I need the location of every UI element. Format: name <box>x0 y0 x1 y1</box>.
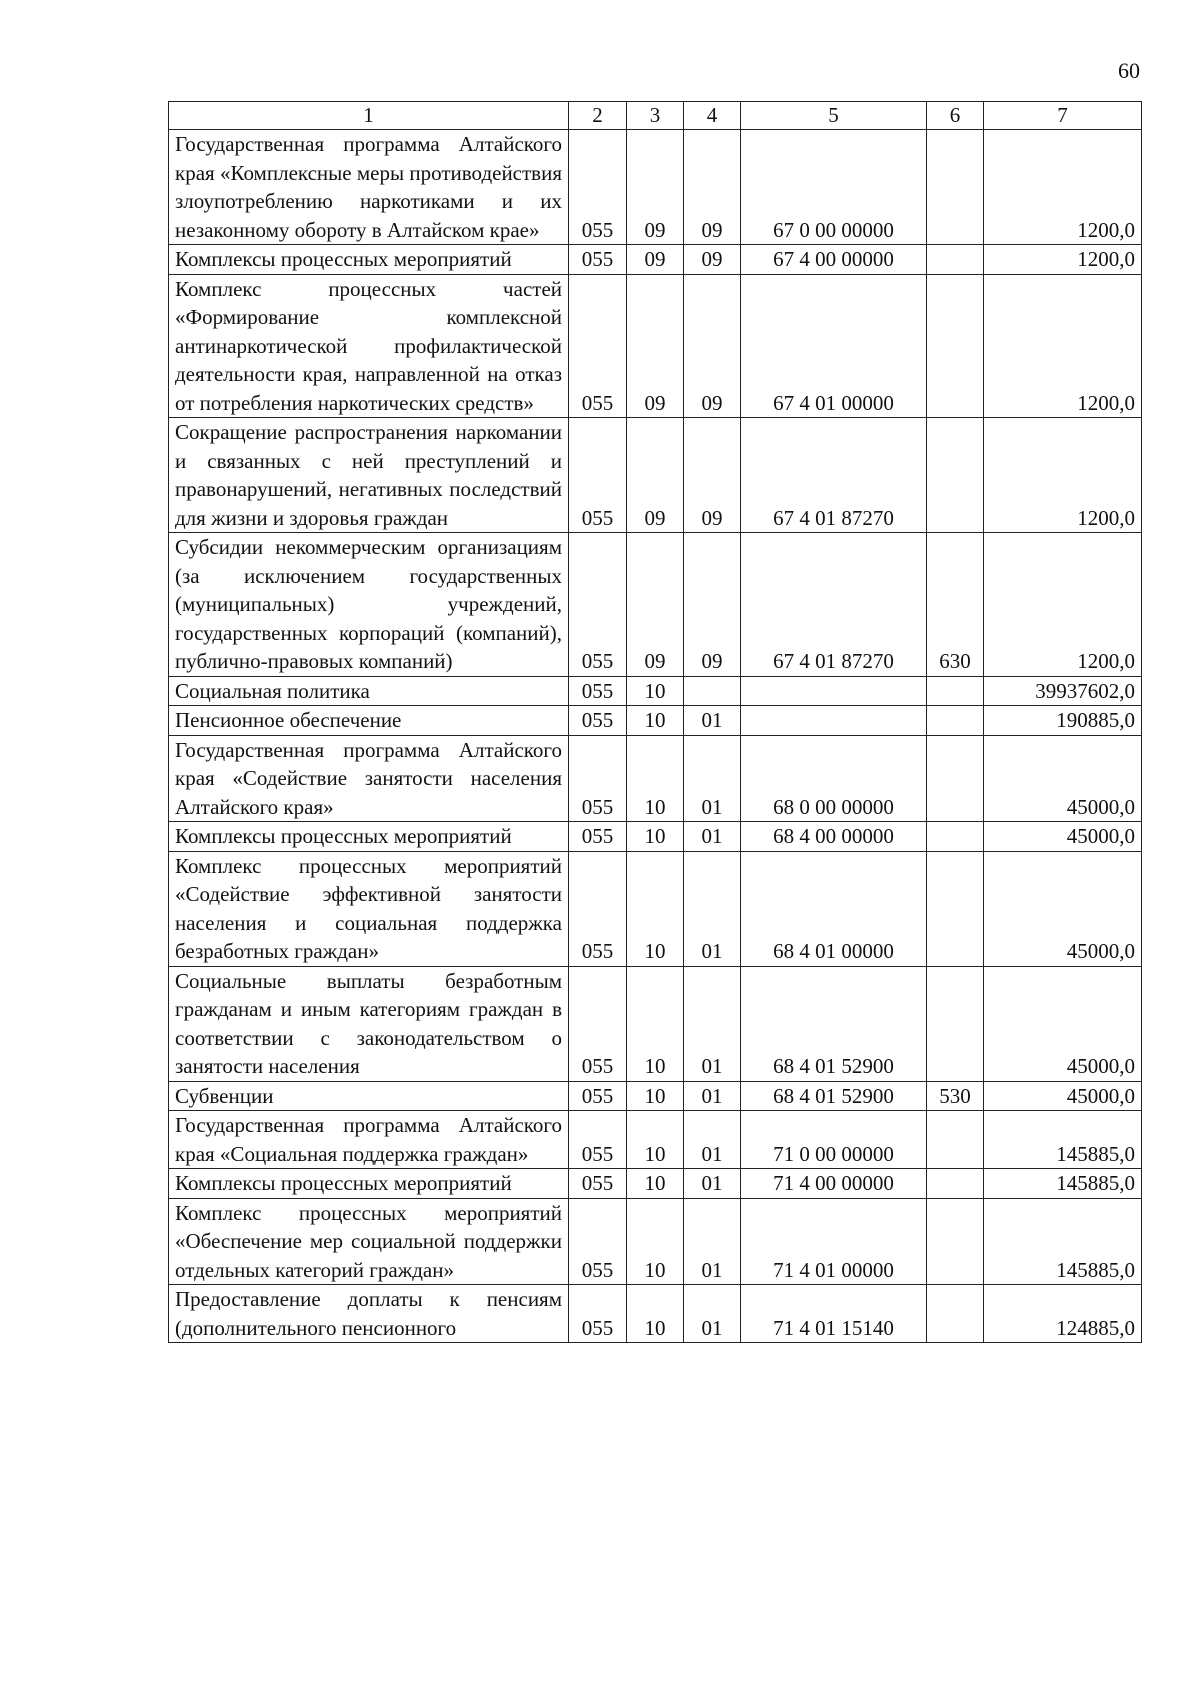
target-article-cell: 68 4 01 52900 <box>741 1081 927 1111</box>
subsection-code-cell: 01 <box>684 822 741 852</box>
expense-type-cell <box>927 676 984 706</box>
table-row <box>169 706 1142 736</box>
expense-type-cell <box>927 130 984 245</box>
item-name-cell: Социальные выплаты безработным гражданам и иным категориям граждан в соответствии с законодательством о занятости населения <box>169 966 569 1081</box>
target-article-cell <box>741 676 927 706</box>
subsection-code-cell: 09 <box>684 245 741 275</box>
ministry-code-cell: 055 <box>569 245 627 275</box>
expense-type-cell: 630 <box>927 533 984 677</box>
ministry-code-cell: 055 <box>569 533 627 677</box>
item-name-cell: Государственная программа Алтайского края «Содействие занятости населения Алтайского края» <box>169 735 569 822</box>
table-row <box>169 245 1142 275</box>
expense-type-cell <box>927 245 984 275</box>
subsection-code-cell: 01 <box>684 1198 741 1285</box>
section-code-cell: 10 <box>627 1081 684 1111</box>
section-code-cell: 09 <box>627 274 684 418</box>
target-article-cell: 67 4 01 87270 <box>741 418 927 533</box>
amount-cell: 145885,0 <box>984 1198 1142 1285</box>
header-cell: 7 <box>984 102 1142 130</box>
table-row <box>169 1111 1142 1169</box>
section-code-cell: 10 <box>627 822 684 852</box>
header-cell: 5 <box>741 102 927 130</box>
target-article-cell: 68 0 00 00000 <box>741 735 927 822</box>
table-row <box>169 676 1142 706</box>
section-code-cell: 09 <box>627 130 684 245</box>
ministry-code-cell: 055 <box>569 418 627 533</box>
target-article-cell: 67 0 00 00000 <box>741 130 927 245</box>
amount-cell: 1200,0 <box>984 418 1142 533</box>
section-code-cell: 09 <box>627 245 684 275</box>
expense-type-cell <box>927 822 984 852</box>
table-row <box>169 274 1142 418</box>
header-cell: 6 <box>927 102 984 130</box>
section-code-cell: 10 <box>627 735 684 822</box>
header-cell: 1 <box>169 102 569 130</box>
page-number: 60 <box>1118 58 1140 83</box>
section-code-cell: 10 <box>627 1198 684 1285</box>
amount-cell: 45000,0 <box>984 735 1142 822</box>
item-name-cell: Комплексы процессных мероприятий <box>169 245 569 275</box>
ministry-code-cell: 055 <box>569 735 627 822</box>
ministry-code-cell: 055 <box>569 1198 627 1285</box>
amount-cell: 39937602,0 <box>984 676 1142 706</box>
expense-type-cell <box>927 1111 984 1169</box>
ministry-code-cell: 055 <box>569 676 627 706</box>
target-article-cell: 71 4 00 00000 <box>741 1169 927 1199</box>
section-code-cell: 10 <box>627 676 684 706</box>
expense-type-cell <box>927 1169 984 1199</box>
amount-cell: 145885,0 <box>984 1111 1142 1169</box>
subsection-code-cell: 09 <box>684 274 741 418</box>
item-name-cell: Предоставление доплаты к пенсиям (дополнительного пенсионного <box>169 1285 569 1343</box>
expense-type-cell <box>927 966 984 1081</box>
item-name-cell: Государственная программа Алтайского края «Комплексные меры противодействия злоупотреблению наркотиками и их незаконному обороту в Алтайском крае» <box>169 130 569 245</box>
section-code-cell: 10 <box>627 851 684 966</box>
target-article-cell: 68 4 01 52900 <box>741 966 927 1081</box>
amount-cell: 1200,0 <box>984 533 1142 677</box>
item-name-cell: Субвенции <box>169 1081 569 1111</box>
amount-cell: 124885,0 <box>984 1285 1142 1343</box>
subsection-code-cell: 09 <box>684 130 741 245</box>
item-name-cell: Социальная политика <box>169 676 569 706</box>
subsection-code-cell: 09 <box>684 418 741 533</box>
ministry-code-cell: 055 <box>569 274 627 418</box>
table-row <box>169 1169 1142 1199</box>
ministry-code-cell: 055 <box>569 851 627 966</box>
item-name-cell: Комплексы процессных мероприятий <box>169 822 569 852</box>
target-article-cell: 71 4 01 00000 <box>741 1198 927 1285</box>
subsection-code-cell: 01 <box>684 851 741 966</box>
ministry-code-cell: 055 <box>569 1081 627 1111</box>
table-row <box>169 130 1142 245</box>
table-header <box>169 102 1142 130</box>
subsection-code-cell: 01 <box>684 1169 741 1199</box>
item-name-cell: Комплекс процессных частей «Формирование комплексной антинаркотической профилактической деятельности края, направленной на отказ от потребления наркотических средств» <box>169 274 569 418</box>
table-row <box>169 822 1142 852</box>
item-name-cell: Сокращение распространения наркомании и связанных с ней преступлений и правонарушений, негативных последствий для жизни и здоровья граждан <box>169 418 569 533</box>
amount-cell: 45000,0 <box>984 1081 1142 1111</box>
table-row <box>169 533 1142 677</box>
expense-type-cell <box>927 706 984 736</box>
item-name-cell: Комплекс процессных мероприятий «Содействие эффективной занятости населения и социальная поддержка безработных граждан» <box>169 851 569 966</box>
expense-type-cell <box>927 851 984 966</box>
subsection-code-cell: 01 <box>684 735 741 822</box>
table-row <box>169 1285 1142 1343</box>
table-row <box>169 966 1142 1081</box>
header-row <box>169 102 1142 130</box>
subsection-code-cell: 09 <box>684 533 741 677</box>
ministry-code-cell: 055 <box>569 130 627 245</box>
expense-type-cell <box>927 418 984 533</box>
header-cell: 4 <box>684 102 741 130</box>
subsection-code-cell: 01 <box>684 706 741 736</box>
item-name-cell: Комплекс процессных мероприятий «Обеспечение мер социальной поддержки отдельных категорий граждан» <box>169 1198 569 1285</box>
section-code-cell: 09 <box>627 533 684 677</box>
section-code-cell: 10 <box>627 966 684 1081</box>
expense-type-cell <box>927 735 984 822</box>
subsection-code-cell: 01 <box>684 1081 741 1111</box>
amount-cell: 45000,0 <box>984 851 1142 966</box>
section-code-cell: 10 <box>627 1285 684 1343</box>
subsection-code-cell: 01 <box>684 1285 741 1343</box>
section-code-cell: 10 <box>627 1169 684 1199</box>
ministry-code-cell: 055 <box>569 1285 627 1343</box>
item-name-cell: Государственная программа Алтайского края «Социальная поддержка граждан» <box>169 1111 569 1169</box>
subsection-code-cell: 01 <box>684 966 741 1081</box>
budget-table <box>168 101 1142 1343</box>
amount-cell: 45000,0 <box>984 822 1142 852</box>
amount-cell: 1200,0 <box>984 245 1142 275</box>
ministry-code-cell: 055 <box>569 1111 627 1169</box>
target-article-cell: 71 4 01 15140 <box>741 1285 927 1343</box>
amount-cell: 45000,0 <box>984 966 1142 1081</box>
target-article-cell: 68 4 01 00000 <box>741 851 927 966</box>
amount-cell: 190885,0 <box>984 706 1142 736</box>
section-code-cell: 10 <box>627 706 684 736</box>
table-row <box>169 418 1142 533</box>
subsection-code-cell <box>684 676 741 706</box>
item-name-cell: Комплексы процессных мероприятий <box>169 1169 569 1199</box>
target-article-cell: 67 4 01 87270 <box>741 533 927 677</box>
table-body <box>169 130 1142 1343</box>
table-row <box>169 851 1142 966</box>
table-row <box>169 1198 1142 1285</box>
ministry-code-cell: 055 <box>569 706 627 736</box>
target-article-cell: 67 4 00 00000 <box>741 245 927 275</box>
ministry-code-cell: 055 <box>569 966 627 1081</box>
table-row <box>169 1081 1142 1111</box>
section-code-cell: 09 <box>627 418 684 533</box>
target-article-cell: 67 4 01 00000 <box>741 274 927 418</box>
ministry-code-cell: 055 <box>569 1169 627 1199</box>
subsection-code-cell: 01 <box>684 1111 741 1169</box>
table-row <box>169 735 1142 822</box>
ministry-code-cell: 055 <box>569 822 627 852</box>
item-name-cell: Пенсионное обеспечение <box>169 706 569 736</box>
amount-cell: 145885,0 <box>984 1169 1142 1199</box>
header-cell: 2 <box>569 102 627 130</box>
amount-cell: 1200,0 <box>984 130 1142 245</box>
target-article-cell: 68 4 00 00000 <box>741 822 927 852</box>
header-cell: 3 <box>627 102 684 130</box>
expense-type-cell <box>927 274 984 418</box>
item-name-cell: Субсидии некоммерческим организациям (за исключением государственных (муниципальных) учреждений, государственных корпораций (компаний), публично-правовых компаний) <box>169 533 569 677</box>
expense-type-cell: 530 <box>927 1081 984 1111</box>
amount-cell: 1200,0 <box>984 274 1142 418</box>
section-code-cell: 10 <box>627 1111 684 1169</box>
target-article-cell <box>741 706 927 736</box>
expense-type-cell <box>927 1198 984 1285</box>
target-article-cell: 71 0 00 00000 <box>741 1111 927 1169</box>
expense-type-cell <box>927 1285 984 1343</box>
